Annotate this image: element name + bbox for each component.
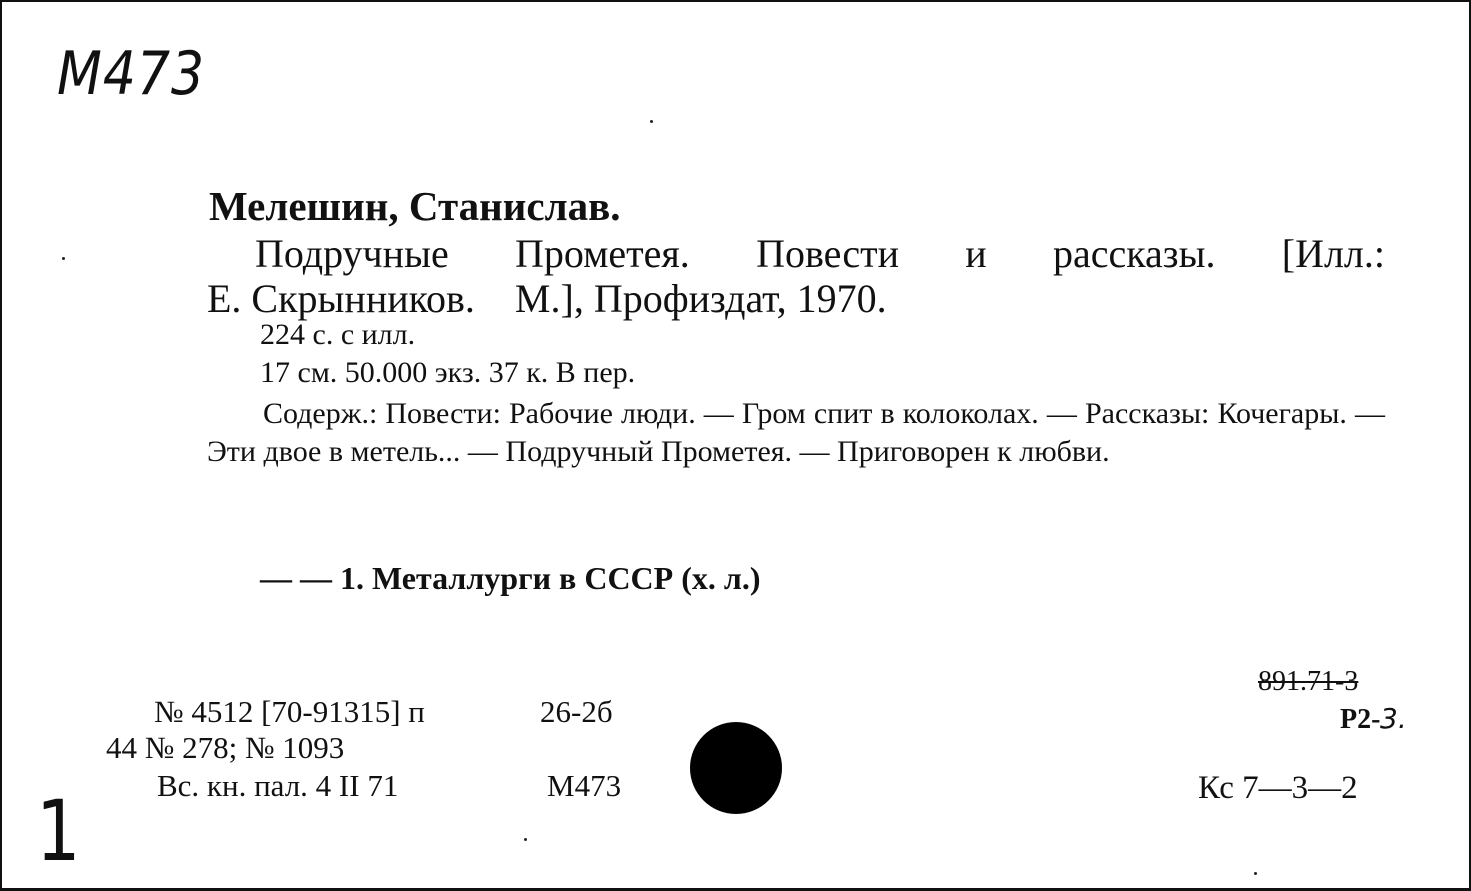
title-word: и [965,231,987,276]
contents-note: Содерж.: Повести: Рабочие люди. — Гром спит в колоколах. — Рассказы: Кочегары. — Эти двое в метель... — Подручный Прометея. — Приговорен к любви. [207,397,1385,468]
title-line-1 [255,230,1385,277]
punch-hole [690,722,782,814]
handwritten-mark: 1 [36,782,81,881]
ink-speck [1254,872,1257,875]
classification-old: 891.71-3 [1258,666,1359,697]
classification-new: Р2- [1340,704,1381,735]
ink-speck [62,257,65,260]
subject-heading: — — 1. Металлурги в СССР (х. л.) [260,560,761,596]
author-mark: М473 [547,768,622,803]
title-word: Повести [756,231,900,276]
title-word: Подручные [255,231,449,276]
title-word: [Илл.: [1281,231,1385,276]
title-word: рассказы. [1052,231,1216,276]
author-heading: Мелешин, Станислав. [209,183,621,229]
print-code: 26-2б [540,694,613,729]
registration-line-1: № 4512 [70-91315] п [154,694,425,729]
handwritten-call-number: M473 [57,40,206,109]
title-line-2: Е. Скрынников. М.], Профиздат, 1970. [207,276,887,321]
classification-handwritten: 3. [1380,702,1407,735]
physical-description: 17 см. 50.000 экз. 37 к. В пер. [260,356,636,389]
title-word: Прометея. [514,231,690,276]
kc-code: Кс 7—3—2 [1198,770,1358,806]
ink-speck [650,120,653,123]
ink-speck [524,838,527,841]
pagination: 224 с. с илл. [260,318,416,351]
registration-line-2: 44 № 278; № 1093 [106,730,345,765]
registration-line-3: Вс. кн. пал. 4 II 71 [157,768,399,803]
